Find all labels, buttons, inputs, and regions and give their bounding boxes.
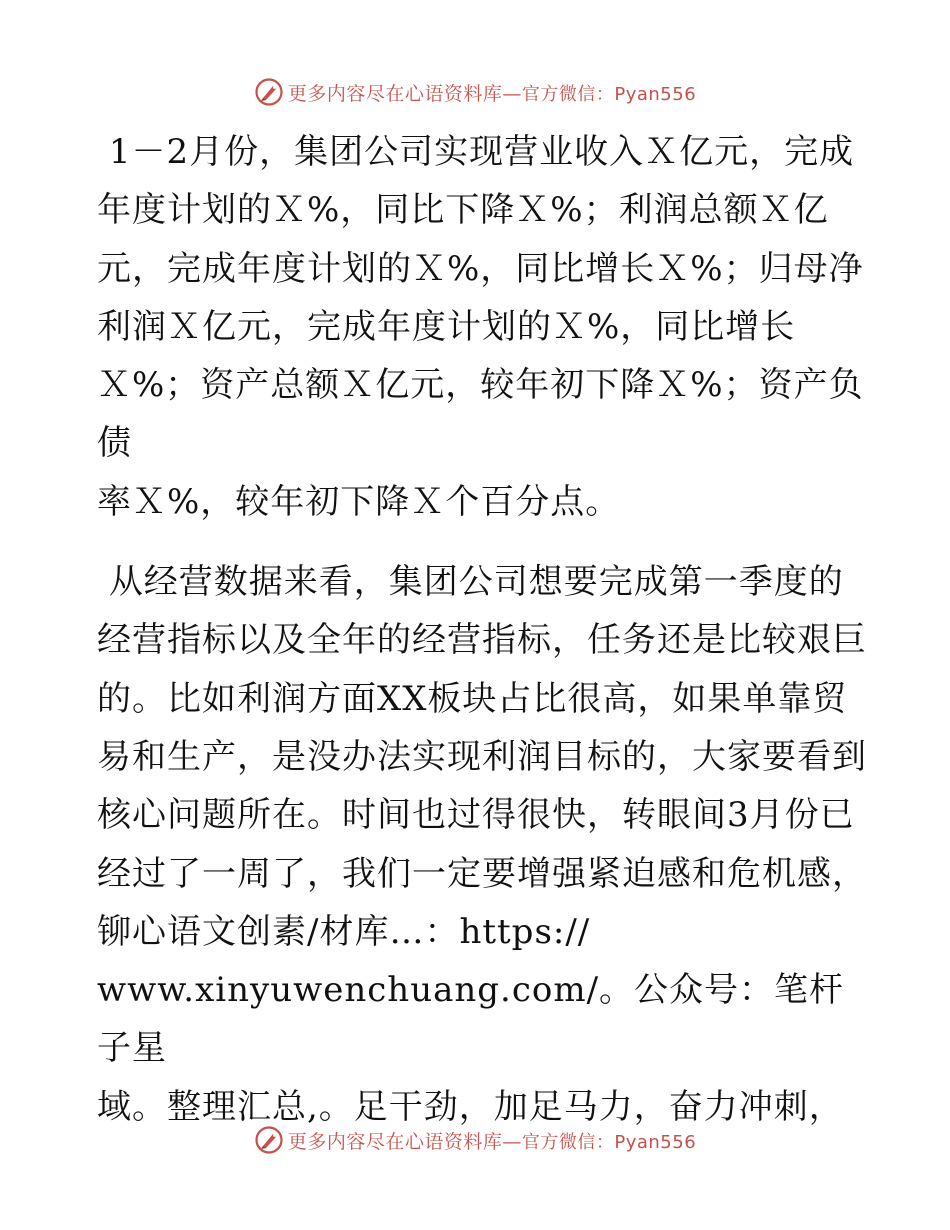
text-line: 经营指标以及全年的经营指标，任务还是比较艰巨 [97, 620, 867, 661]
paragraph-2 [97, 553, 867, 1136]
text-line: www.xinyuwenchuang.com/。公众号：笔杆子星 [97, 970, 845, 1069]
paragraph-1 [97, 123, 867, 531]
footer-banner [0, 1120, 950, 1160]
text-line: 域。整理汇总,。足干劲，加足马力，奋力冲刺， [97, 1086, 844, 1127]
header-title: 更多内容尽在心语资料库 [287, 82, 503, 105]
text-line: 从经营数据来看，集团公司想要完成第一季度的 [97, 562, 844, 603]
text-line: 利润Ｘ亿元，完成年度计划的Ｘ%，同比增长 [97, 306, 796, 347]
pen-nib-logo-icon [254, 1125, 284, 1155]
footer-dash: — [502, 1130, 522, 1153]
text-line: 的。比如利润方面XX板块占比很高，如果单靠贸 [97, 678, 848, 719]
text-line: 经过了一周了，我们一定要增强紧迫感和危机感， [97, 853, 867, 894]
header-dash: — [502, 82, 522, 105]
text-line: 核心问题所在。时间也过得很快，转眼间3月份已 [97, 795, 855, 836]
pen-nib-logo-icon [254, 77, 284, 107]
text-line: 1－2月份，集团公司实现营业收入Ｘ亿元，完成 [97, 132, 855, 172]
footer-title: 更多内容尽在心语资料库 [287, 1130, 503, 1153]
footer-text [288, 1127, 696, 1154]
text-line: Ｘ%；资产总额Ｘ亿元，较年初下降Ｘ%；资产负债 [97, 365, 864, 464]
footer-contact: 官方微信：Pyan556 [521, 1131, 697, 1153]
text-line: 元，完成年度计划的Ｘ%，同比增长Ｘ%；归母净 [97, 248, 864, 289]
text-line: 年度计划的Ｘ%，同比下降Ｘ%；利润总额Ｘ亿 [97, 190, 829, 231]
header-banner [0, 72, 950, 112]
header-text [288, 79, 696, 106]
header-contact: 官方微信：Pyan556 [521, 83, 697, 105]
document-body [97, 123, 867, 1136]
text-line: 易和生产，是没办法实现利润目标的，大家要看到 [97, 736, 867, 777]
text-line: 率Ｘ%，较年初下降Ｘ个百分点。 [97, 481, 621, 522]
text-line: 铆心语文创素/材库…：https:// [97, 911, 591, 952]
